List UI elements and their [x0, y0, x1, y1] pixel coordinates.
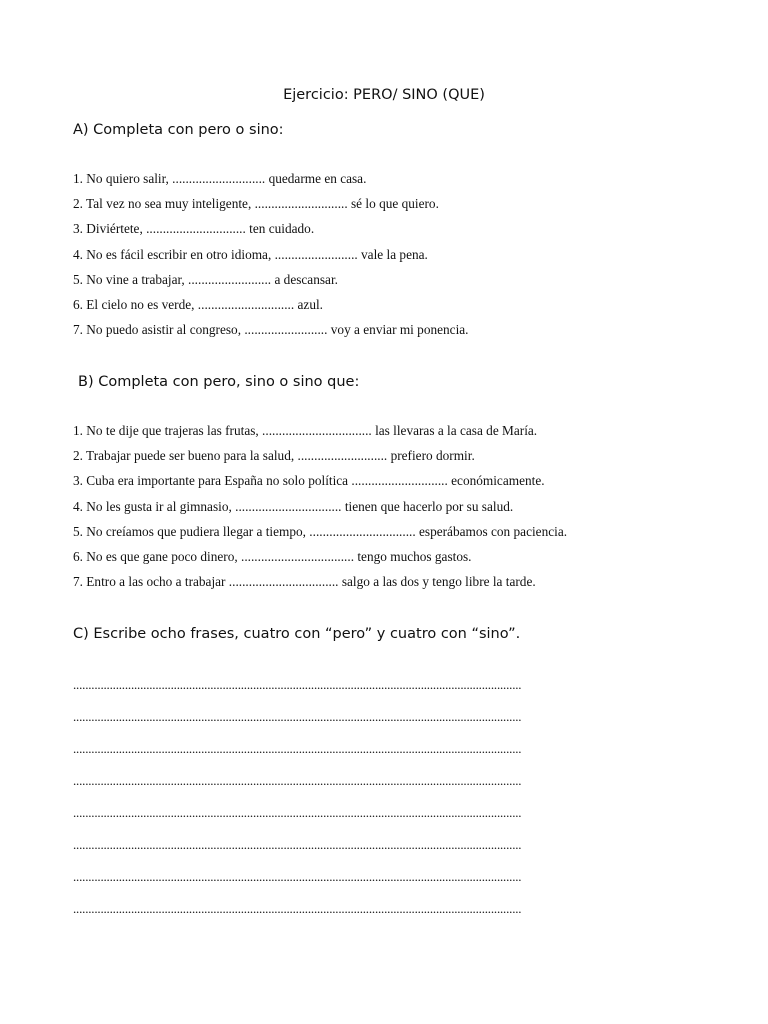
exercise-item: 7. No puedo asistir al congreso, ......................... voy a enviar mi ponencia. — [73, 322, 469, 338]
section-b-exercise-list — [73, 423, 567, 599]
exercise-item: 1. No te dije que trajeras las frutas, ................................. las llevaras a la casa de María. — [73, 423, 538, 438]
exercise-item: 5. No vine a trabajar, ......................... a descansar. — [73, 271, 338, 287]
exercise-item: 4. No les gusta ir al gimnasio, ................................ tienen que hacerlo por su salud. — [73, 498, 514, 514]
exercise-item: 6. No es que gane poco dinero, .................................. tengo muchos gastos. — [73, 548, 472, 564]
writing-line: ................................................................................................................................................... — [73, 869, 522, 884]
writing-lines — [73, 677, 641, 933]
exercise-item: 6. El cielo no es verde, ............................. azul. — [73, 296, 323, 312]
exercise-item: 5. No creíamos que pudiera llegar a tiempo, ................................ esperábamos con paciencia. — [73, 523, 568, 539]
section-a-heading: A) Completa con pero o sino: — [73, 122, 284, 138]
writing-line: ................................................................................................................................................... — [73, 773, 522, 788]
exercise-item: 3. Cuba era importante para España no solo política ............................. económicamente. — [73, 473, 545, 489]
writing-line: ................................................................................................................................................... — [73, 677, 522, 692]
exercise-item: 7. Entro a las ocho a trabajar ................................. salgo a las dos y tengo libre la tarde. — [73, 574, 536, 590]
section-b-heading: B) Completa con pero, sino o sino que: — [78, 374, 360, 390]
section-c-heading: C) Escribe ocho frases, cuatro con “pero” y cuatro con “sino”. — [73, 626, 521, 642]
writing-line: ................................................................................................................................................... — [73, 741, 522, 756]
page-title: Ejercicio: PERO/ SINO (QUE) — [283, 87, 485, 103]
section-a-exercise-list — [73, 171, 469, 347]
exercise-item: 4. No es fácil escribir en otro idioma, ......................... vale la pena. — [73, 246, 428, 262]
exercise-item: 3. Diviértete, .............................. ten cuidado. — [73, 221, 315, 237]
exercise-item: 2. Tal vez no sea muy inteligente, ............................ sé lo que quiero. — [73, 196, 439, 212]
exercise-item: 1. No quiero salir, ............................ quedarme en casa. — [73, 171, 367, 186]
writing-line: ................................................................................................................................................... — [73, 837, 522, 852]
exercise-item: 2. Trabajar puede ser bueno para la salud, ........................... prefiero dormir. — [73, 448, 475, 464]
writing-line: ................................................................................................................................................... — [73, 709, 522, 724]
writing-line: ................................................................................................................................................... — [73, 805, 522, 820]
writing-line: ................................................................................................................................................... — [73, 901, 522, 916]
